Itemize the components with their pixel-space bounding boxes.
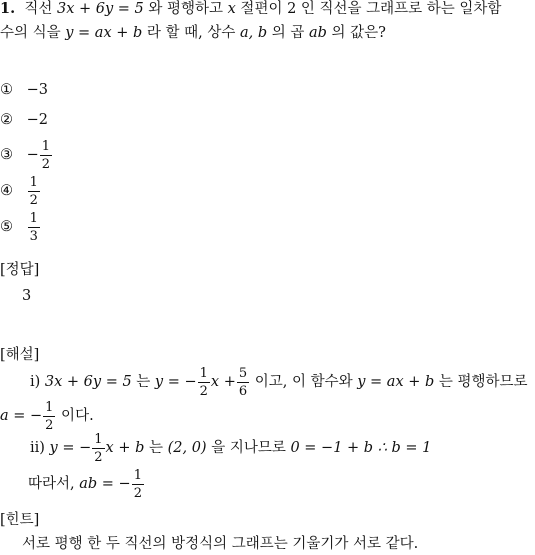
choice-3[interactable]: [0, 137, 53, 173]
explanation-step-2: [30, 428, 431, 468]
fraction: $\frac{1}{2}$: [29, 174, 38, 208]
fraction: $\frac{1}{3}$: [29, 210, 38, 244]
explanation-text: 이고, 이 함수와: [250, 374, 358, 390]
explanation-text: 는: [131, 374, 155, 390]
question-text: 직선: [24, 1, 57, 17]
math-equation: 3x + 6y = 5: [44, 374, 132, 390]
math-equation: y = ax + b: [357, 374, 435, 390]
explanation-conclusion: [28, 464, 145, 504]
question-text: 의 곱: [267, 25, 309, 41]
question-line-1: [0, 0, 501, 20]
choice-5[interactable]: [0, 209, 41, 245]
question-line-2: [0, 22, 386, 44]
math-equation: ab = −: [79, 476, 131, 492]
choice-number: ①: [0, 82, 13, 98]
explanation-text: 따라서,: [28, 476, 80, 492]
math-variable: x: [227, 1, 236, 17]
explanation-text: 는 평행하므로: [434, 374, 528, 390]
question-number: 1.: [0, 0, 16, 17]
math-variable: ab: [308, 25, 327, 41]
question-text: 의 값은?: [326, 25, 386, 41]
fraction: $\frac{1}{2}$: [45, 399, 54, 433]
math-equation: a = −: [0, 408, 43, 424]
explanation-text: 이다.: [56, 408, 94, 424]
explanation-step-1: [30, 362, 528, 402]
choice-number: ②: [0, 112, 13, 128]
math-equation: x + b: [105, 440, 145, 456]
hint-text: 서로 평행 한 두 직선의 방정식의 그래프는 기울기가 서로 같다.: [22, 536, 419, 552]
question-text: 와 평행하고: [143, 1, 228, 17]
choice-2[interactable]: [0, 109, 48, 131]
step-marker: ⅱ): [30, 440, 45, 456]
choice-value: −3: [26, 82, 48, 98]
choice-1[interactable]: [0, 79, 48, 101]
choice-number: ④: [0, 183, 13, 199]
explanation-label: [해설]: [0, 347, 40, 363]
question-text: 라 할 때, 상수: [142, 25, 240, 41]
math-equation: 3x + 6y = 5: [56, 1, 144, 17]
fraction: $\frac{5}{6}$: [238, 365, 248, 399]
math-point: (2, 0): [167, 440, 207, 456]
math-equation: y = ax + b: [65, 25, 143, 41]
math-equation: x +: [210, 374, 236, 390]
math-equation: 0 = −1 + b ∴ b = 1: [290, 440, 432, 456]
choice-4[interactable]: [0, 173, 41, 209]
step-marker: ⅰ): [30, 374, 41, 390]
answer-value: 3: [22, 288, 32, 304]
choice-number: ⑤: [0, 219, 13, 235]
fraction: $\frac{1}{2}$: [199, 365, 208, 399]
question-text: 수의 식을: [0, 25, 66, 41]
math-equation: y = −: [49, 440, 92, 456]
explanation-text: 는: [144, 440, 168, 456]
question-text: 절편이 2 인 직선을 그래프로 하는 일차함: [235, 1, 502, 17]
math-variable: a, b: [239, 25, 268, 41]
math-equation: y = −: [154, 374, 197, 390]
fraction: $\frac{1}{2}$: [41, 138, 51, 172]
fraction: $\frac{1}{2}$: [94, 431, 103, 465]
explanation-text: 을 지나므로: [206, 440, 291, 456]
choice-number: ③: [0, 147, 13, 163]
choice-value: −2: [26, 112, 48, 128]
hint-label: [힌트]: [0, 512, 40, 528]
fraction: $\frac{1}{2}$: [133, 467, 142, 501]
choice-sign: −: [26, 147, 39, 163]
answer-label: [정답]: [0, 262, 40, 278]
